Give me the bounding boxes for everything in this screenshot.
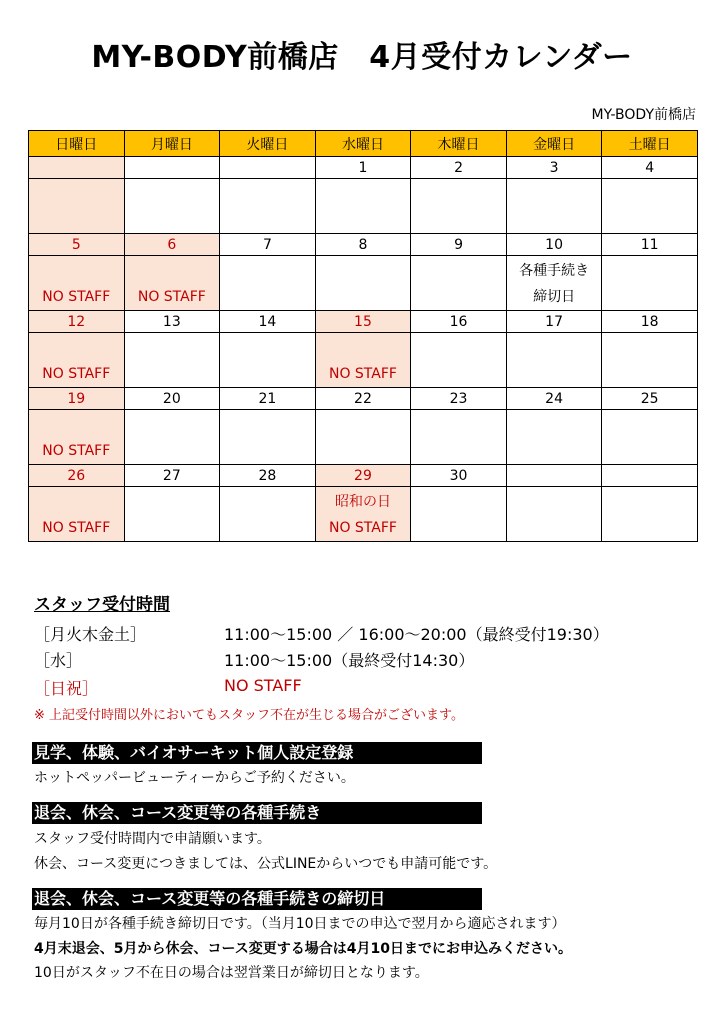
weekday-sat: 土曜日 xyxy=(602,131,698,157)
day-cell xyxy=(315,179,411,234)
day-number: 12 xyxy=(29,311,125,333)
day-cell xyxy=(602,179,698,234)
weekday-header-row xyxy=(29,131,698,157)
day-number: 23 xyxy=(411,388,507,410)
day-number xyxy=(506,465,602,487)
day-cell xyxy=(411,333,507,388)
day-cell xyxy=(124,179,220,234)
day-number: 1 xyxy=(315,157,411,179)
day-cell xyxy=(220,333,316,388)
day-cell xyxy=(602,333,698,388)
day-cell xyxy=(29,333,125,388)
day-number: 6 xyxy=(124,234,220,256)
day-cell xyxy=(411,487,507,542)
week-number-row xyxy=(29,465,698,487)
day-number: 15 xyxy=(315,311,411,333)
day-number: 2 xyxy=(411,157,507,179)
weekday-thu: 木曜日 xyxy=(411,131,507,157)
day-number: 3 xyxy=(506,157,602,179)
day-note: NO STAFF xyxy=(42,520,111,536)
day-number: 10 xyxy=(506,234,602,256)
day-number: 14 xyxy=(220,311,316,333)
day-number: 18 xyxy=(602,311,698,333)
day-note: NO STAFF xyxy=(328,366,397,382)
day-number: 25 xyxy=(602,388,698,410)
week-note-row xyxy=(29,179,698,234)
day-number: 9 xyxy=(411,234,507,256)
day-cell xyxy=(220,410,316,465)
section-heading: 退会、休会、コース変更等の各種手続きの締切日 xyxy=(32,888,482,910)
section-line: 10日がスタッフ不在日の場合は翌営業日が締切日となります。 xyxy=(34,965,429,981)
weekday-fri: 金曜日 xyxy=(506,131,602,157)
day-number: 21 xyxy=(220,388,316,410)
day-cell xyxy=(315,410,411,465)
day-number xyxy=(124,157,220,179)
day-number xyxy=(602,465,698,487)
day-cell xyxy=(506,333,602,388)
section-line: スタッフ受付時間内で申請願います。 xyxy=(34,831,271,847)
week-number-row xyxy=(29,234,698,256)
weekday-wed: 水曜日 xyxy=(315,131,411,157)
day-number: 27 xyxy=(124,465,220,487)
day-cell xyxy=(315,333,411,388)
day-note: NO STAFF xyxy=(42,366,111,382)
day-number: 17 xyxy=(506,311,602,333)
week-note-row xyxy=(29,410,698,465)
day-number: 5 xyxy=(29,234,125,256)
section-line: 毎月10日が各種手続き締切日です。（当月10日までの申込で翌月から適応されます） xyxy=(34,916,566,932)
page-title: MY-BODY前橋店 4月受付カレンダー xyxy=(91,40,633,75)
day-number: 30 xyxy=(411,465,507,487)
day-cell xyxy=(602,256,698,311)
day-cell xyxy=(506,256,602,311)
day-note: 昭和の日 xyxy=(334,494,391,510)
day-number: 13 xyxy=(124,311,220,333)
day-number: 11 xyxy=(602,234,698,256)
section-line: 休会、コース変更につきましては、公式LINEからいつでも申請可能です。 xyxy=(34,856,498,872)
day-cell xyxy=(124,256,220,311)
day-number: 22 xyxy=(315,388,411,410)
week-note-row xyxy=(29,487,698,542)
day-number: 19 xyxy=(29,388,125,410)
hours-label: ［水］ xyxy=(34,651,83,670)
weekday-tue: 火曜日 xyxy=(220,131,316,157)
day-number: 7 xyxy=(220,234,316,256)
day-number: 4 xyxy=(602,157,698,179)
hours-value: NO STAFF xyxy=(224,676,302,695)
section-heading: 見学、体験、バイオサーキット個人設定登録 xyxy=(32,742,482,764)
day-number xyxy=(29,157,125,179)
section-line: 4月末退会、5月から休会、コース変更する場合は4月10日までにお申込みください。 xyxy=(34,941,573,957)
day-cell xyxy=(506,410,602,465)
day-cell xyxy=(29,256,125,311)
day-cell xyxy=(220,256,316,311)
day-note: NO STAFF xyxy=(137,289,206,305)
day-cell xyxy=(220,487,316,542)
day-cell xyxy=(124,487,220,542)
day-number: 20 xyxy=(124,388,220,410)
day-number xyxy=(220,157,316,179)
weekday-mon: 月曜日 xyxy=(124,131,220,157)
day-cell xyxy=(29,487,125,542)
day-number: 28 xyxy=(220,465,316,487)
day-cell xyxy=(602,487,698,542)
day-cell xyxy=(602,410,698,465)
section-line: ホットペッパービューティーからご予約ください。 xyxy=(34,770,355,786)
day-cell xyxy=(315,487,411,542)
day-note: NO STAFF xyxy=(42,289,111,305)
day-cell xyxy=(506,487,602,542)
day-number: 16 xyxy=(411,311,507,333)
hours-heading: スタッフ受付時間 xyxy=(34,595,170,615)
day-number: 26 xyxy=(29,465,125,487)
calendar-table xyxy=(28,130,698,542)
week-note-row xyxy=(29,333,698,388)
day-note: NO STAFF xyxy=(42,443,111,459)
week-number-row xyxy=(29,157,698,179)
weekday-sun: 日曜日 xyxy=(29,131,125,157)
hours-label: ［日祝］ xyxy=(34,679,99,698)
day-cell xyxy=(124,410,220,465)
day-cell xyxy=(506,179,602,234)
day-number: 24 xyxy=(506,388,602,410)
section-heading: 退会、休会、コース変更等の各種手続き xyxy=(32,802,482,824)
day-number: 8 xyxy=(315,234,411,256)
day-note: 各種手続き xyxy=(519,263,590,279)
store-name: MY-BODY前橋店 xyxy=(591,107,696,123)
day-cell xyxy=(411,410,507,465)
week-number-row xyxy=(29,388,698,410)
week-note-row xyxy=(29,256,698,311)
day-cell xyxy=(29,410,125,465)
day-cell xyxy=(411,179,507,234)
hours-note: ※ 上記受付時間以外においてもスタッフ不在が生じる場合がございます。 xyxy=(34,708,464,723)
day-cell xyxy=(29,179,125,234)
day-note: 締切日 xyxy=(533,289,576,305)
day-cell xyxy=(411,256,507,311)
day-note: NO STAFF xyxy=(328,520,397,536)
day-cell xyxy=(124,333,220,388)
day-cell xyxy=(220,179,316,234)
hours-value: 11:00～15:00 ／ 16:00～20:00（最終受付19:30） xyxy=(224,625,609,644)
day-number: 29 xyxy=(315,465,411,487)
week-number-row xyxy=(29,311,698,333)
hours-value: 11:00～15:00（最終受付14:30） xyxy=(224,651,475,670)
hours-label: ［月火木金土］ xyxy=(34,625,147,644)
day-cell xyxy=(315,256,411,311)
